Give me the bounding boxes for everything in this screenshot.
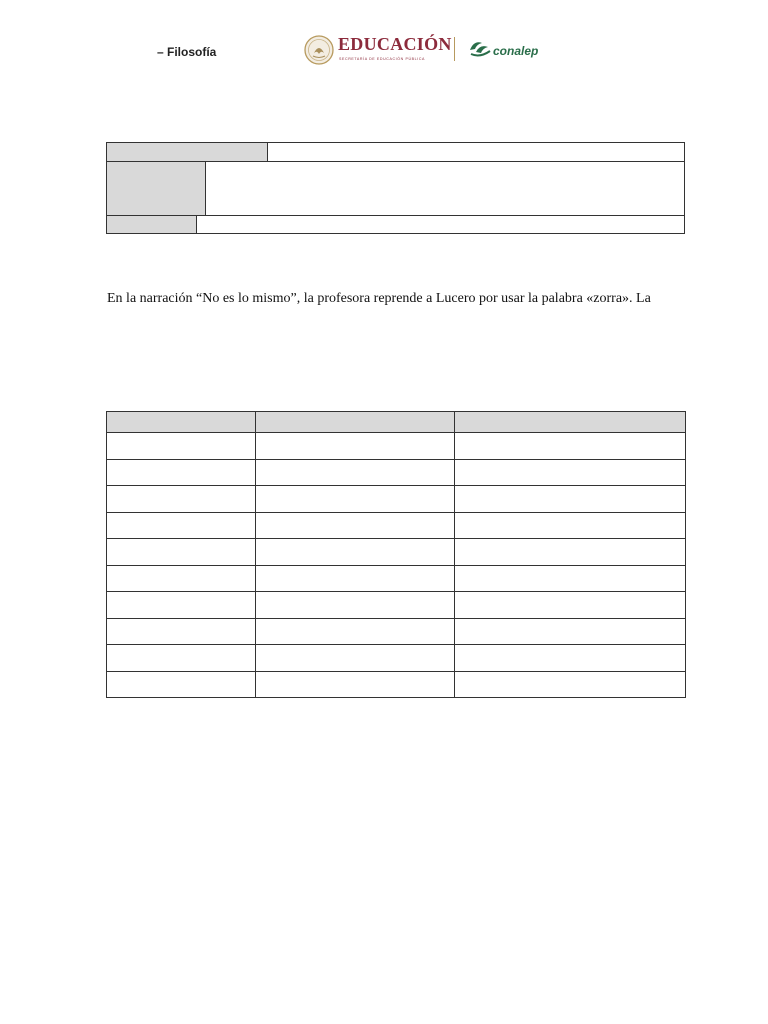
table-cell[interactable] [256, 592, 455, 619]
educacion-logo [304, 33, 452, 69]
table-row [107, 539, 686, 566]
conalep-mark-icon [468, 38, 494, 58]
table-cell[interactable] [455, 565, 686, 592]
table-cell[interactable] [455, 645, 686, 672]
table-cell[interactable] [256, 618, 455, 645]
table-cell[interactable] [256, 433, 455, 460]
table-row [107, 592, 686, 619]
table-cell[interactable] [256, 565, 455, 592]
table-cell[interactable] [455, 618, 686, 645]
table-cell[interactable] [107, 433, 256, 460]
table-cell[interactable] [107, 592, 256, 619]
table-header-cell [455, 412, 686, 433]
table-cell[interactable] [107, 459, 256, 486]
conalep-logo-text: conalep [493, 44, 539, 58]
body-paragraph: En la narración “No es lo mismo”, la profesora reprende a Lucero por usar la palabra «zorra». La [107, 291, 651, 306]
national-seal-icon [304, 34, 334, 66]
table-cell[interactable] [107, 618, 256, 645]
educacion-logo-title: EDUCACIÓN [338, 34, 452, 54]
table-cell[interactable] [455, 512, 686, 539]
table-cell[interactable] [107, 671, 256, 698]
info-box [106, 142, 685, 234]
table-cell[interactable] [455, 486, 686, 513]
table-cell[interactable] [256, 512, 455, 539]
table-cell[interactable] [256, 645, 455, 672]
table-cell[interactable] [256, 459, 455, 486]
table-header-cell [107, 412, 256, 433]
table-cell[interactable] [256, 486, 455, 513]
table-row [107, 486, 686, 513]
table-row [107, 645, 686, 672]
info-row-2-label [107, 162, 206, 215]
answer-table [106, 411, 686, 698]
conalep-logo [468, 38, 548, 62]
table-cell[interactable] [107, 539, 256, 566]
info-row-3 [107, 216, 684, 233]
info-row-2 [107, 162, 684, 216]
logo-divider [454, 37, 455, 61]
table-row [107, 565, 686, 592]
header-subject: – Filosofía [157, 45, 217, 59]
table-header-row [107, 412, 686, 433]
info-row-1-label [107, 143, 268, 161]
table-cell[interactable] [455, 459, 686, 486]
table-cell[interactable] [455, 671, 686, 698]
table-cell[interactable] [107, 486, 256, 513]
info-row-1 [107, 143, 684, 162]
table-row [107, 512, 686, 539]
table-header-cell [256, 412, 455, 433]
table-cell[interactable] [256, 539, 455, 566]
table-row [107, 618, 686, 645]
table-cell[interactable] [256, 671, 455, 698]
table-row [107, 459, 686, 486]
table-cell[interactable] [455, 592, 686, 619]
table-cell[interactable] [107, 512, 256, 539]
info-row-3-label [107, 216, 197, 233]
table-cell[interactable] [107, 645, 256, 672]
educacion-logo-subtitle: SECRETARÍA DE EDUCACIÓN PÚBLICA [339, 57, 426, 61]
table-row [107, 671, 686, 698]
table-cell[interactable] [455, 433, 686, 460]
table-cell[interactable] [107, 565, 256, 592]
table-cell[interactable] [455, 539, 686, 566]
table-row [107, 433, 686, 460]
